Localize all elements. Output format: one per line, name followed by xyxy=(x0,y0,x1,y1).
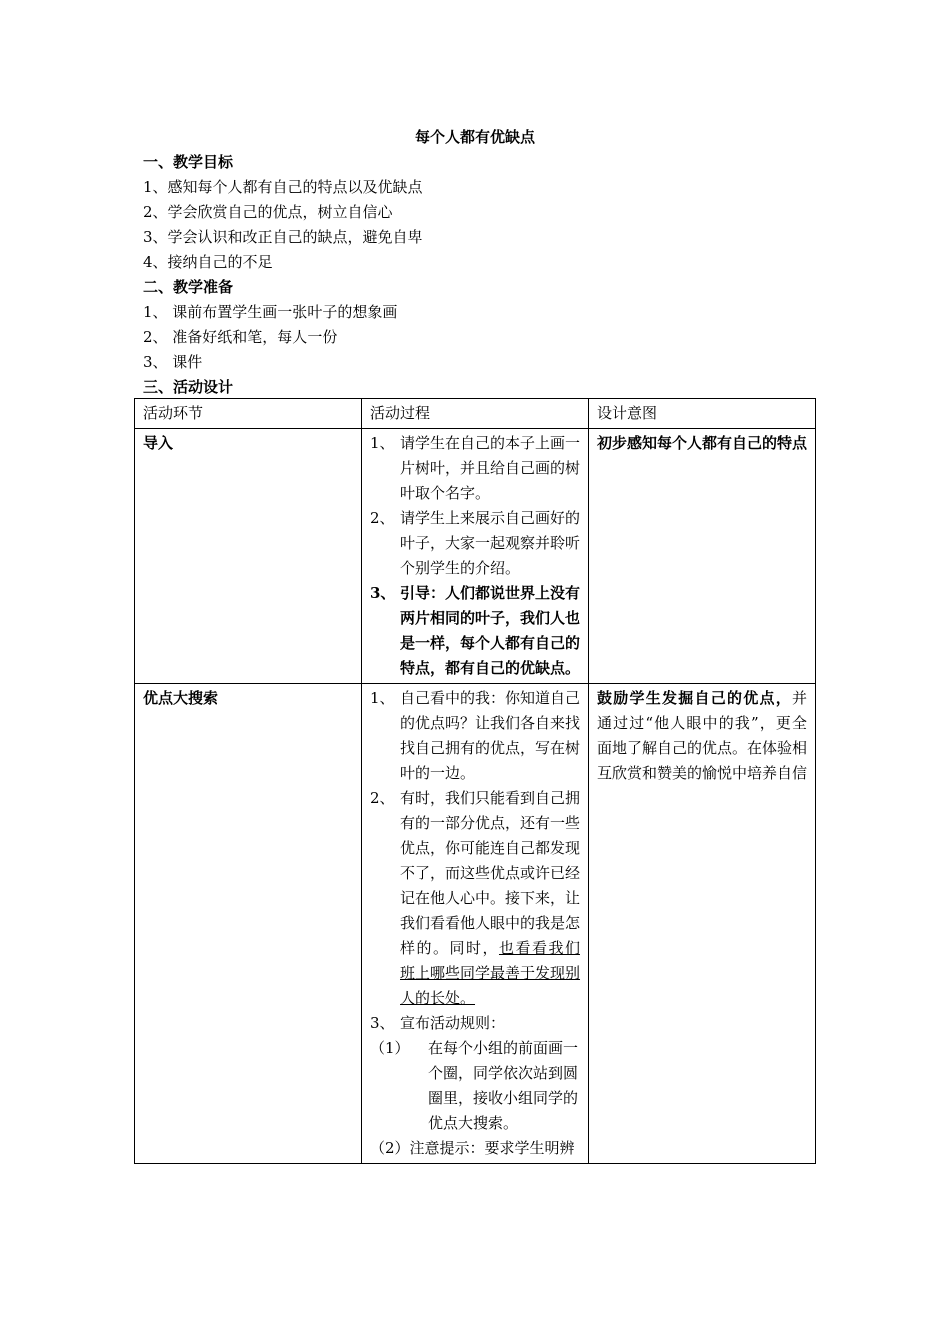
process-step xyxy=(370,506,580,581)
section-heading-preparation: 二、教学准备 xyxy=(143,278,234,296)
step-text xyxy=(400,786,580,1011)
step-text: 请学生在自己的本子上画一片树叶，并且给自己画的树叶取个名字。 xyxy=(400,434,581,502)
step-number: 1、 xyxy=(370,689,395,707)
page-title: 每个人都有优缺点 xyxy=(414,128,535,146)
rule-item: （2）注意提示：要求学生明辨 xyxy=(370,1139,575,1157)
process-cell xyxy=(362,429,589,684)
step-number: 3、 xyxy=(370,1014,395,1032)
step-number: 2、 xyxy=(370,509,395,527)
preparation-item: 1、 课前布置学生画一张叶子的想象画 xyxy=(143,303,398,321)
process-step xyxy=(370,786,580,1011)
section-heading-activity: 三、活动设计 xyxy=(143,378,234,396)
goal-item: 1、感知每个人都有自己的特点以及优缺点 xyxy=(143,178,423,196)
activity-table xyxy=(134,398,816,1164)
process-step xyxy=(370,1011,580,1036)
table-header-row xyxy=(135,399,816,429)
preparation-item: 2、 准备好纸和笔，每人一份 xyxy=(143,328,338,346)
column-header: 活动过程 xyxy=(362,399,589,429)
intent-bold-text: 鼓励学生发掘自己的优点， xyxy=(597,689,792,707)
rule-number: （1） xyxy=(370,1039,410,1057)
goal-item: 2、学会欣赏自己的优点，树立自信心 xyxy=(143,203,393,221)
step-text-underlined: 也看看我们班上哪些同学最善于发现别人的长处。 xyxy=(400,939,581,1007)
step-text-plain: 有时，我们只能看到自己拥有的一部分优点，还有一些优点，你可能连自己都发现不了，而这些优点或许已经记在他人心中。接下来，让我们看看他人眼中的我是怎样的。同时， xyxy=(400,789,581,957)
intent-text: 并通过过“他人眼中的我”，更全面地了解自己的优点。在体验相互欣赏和赞美的愉悦中培养自信 xyxy=(597,689,808,782)
process-cell xyxy=(362,684,589,1164)
stage-cell: 优点大搜索 xyxy=(135,684,362,1164)
process-step xyxy=(370,431,580,506)
section-heading-goals: 一、教学目标 xyxy=(143,153,234,171)
goal-item: 4、接纳自己的不足 xyxy=(143,253,273,271)
preparation-item: 3、 课件 xyxy=(143,353,203,371)
intent-cell xyxy=(589,684,816,1164)
process-step xyxy=(370,581,580,681)
step-number: 2、 xyxy=(370,789,395,807)
column-header: 设计意图 xyxy=(589,399,816,429)
intent-cell: 初步感知每个人都有自己的特点 xyxy=(589,429,816,684)
rule-item xyxy=(370,1036,580,1136)
step-number: 3、 xyxy=(370,584,396,602)
step-text: 请学生上来展示自己画好的叶子，大家一起观察并聆听个别学生的介绍。 xyxy=(400,509,581,577)
column-header: 活动环节 xyxy=(135,399,362,429)
rule-text: 在每个小组的前面画一个圈，同学依次站到圆圈里，接收小组同学的优点大搜索。 xyxy=(428,1039,579,1132)
step-text: 引导：人们都说世界上没有两片相同的叶子，我们人也是一样，每个人都有自己的特点，都有自己的优缺点。 xyxy=(400,584,581,677)
step-text: 宣布活动规则： xyxy=(400,1014,506,1032)
process-step xyxy=(370,686,580,786)
table-row xyxy=(135,684,816,1164)
table-row xyxy=(135,429,816,684)
goal-item: 3、学会认识和改正自己的缺点，避免自卑 xyxy=(143,228,423,246)
step-number: 1、 xyxy=(370,434,395,452)
stage-cell: 导入 xyxy=(135,429,362,684)
step-text: 自己看中的我：你知道自己的优点吗？让我们各自来找找自己拥有的优点，写在树叶的一边。 xyxy=(400,689,581,782)
